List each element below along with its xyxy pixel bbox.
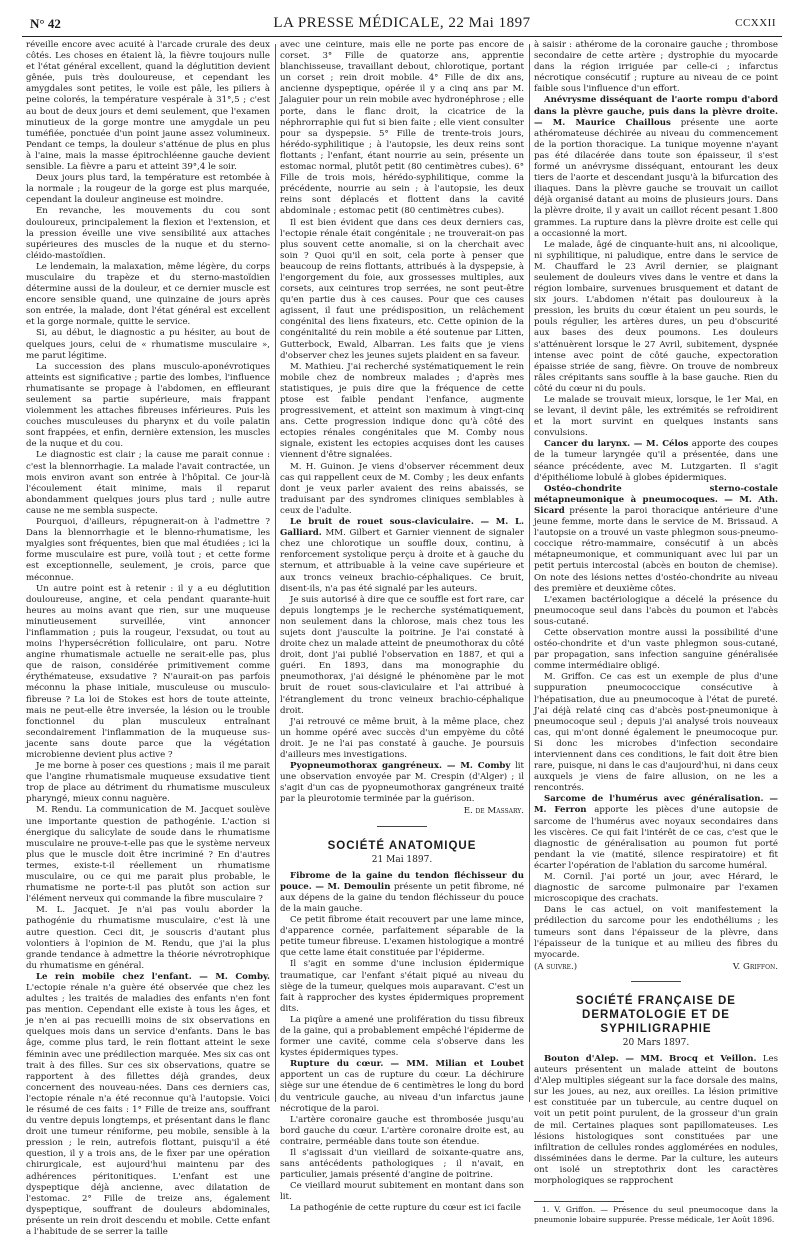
text-columns [22,40,782,1238]
paragraph: Si, au début, le diagnostic a pu hésiter, au bout de quelques jours, celui de « rhumatisme musculaire », me parut légitime. [26,328,270,361]
footnote-rule [534,1201,624,1202]
running-header [22,10,782,37]
paragraph: Le malade, âgé de cinquante-huit ans, ni alcoolique, ni syphilitique, ni paludique, entre dans le service de M. Chauffard le 23 Avril dernier, se plaignant seulement de douleurs vives dans le ventre et dans la région lombaire, survenues brusquement et datant de six jours. L'abdomen n'était pas douloureux à la pression, les bruits du cœur étaient un peu sourds, le pouls régulier, les artères dures, un peu d'obscurité aux bases des deux poumons. Les douleurs s'atténuèrent lorsque le 27 Avril, subitement, dyspnée intense avec point de côté gauche, expectoration épaisse striée de sang, fièvre. On trouve de nombreux râles crépitants sans souffle à la base gauche. Rien du côté du cœur ni du pouls. [534,239,778,394]
rubric-title: Rupture du cœur. — MM. Milian et Loubet [290,1059,524,1070]
author-signature: V. Griffon. [732,961,778,972]
rubric-title: Le bruit de rouet sous-claviculaire. — M. L. Galliard. [280,517,524,539]
rubric-text: présente un petit fibrome, né aux dépens de la gaine du tendon fléchisseur du pouce de la main gauche. [280,881,524,914]
rubric-title: Bouton d'Alep. — MM. Brocq et Veillon. [544,1053,757,1064]
rubric-title: Cancer du larynx. — M. Célos [544,439,689,450]
rubric-text: présente une aorte athéromateuse déchirée au niveau du commencement de la portion thoracique. La tunique moyenne n'ayant pas été dilacérée dans toute son épaisseur, il s'est formé un anévrysme disséquant, entourant les deux tiers de l'aorte et descendant jusqu'à la bifurcation des iliaques. Dans la plèvre gauche se trouvait un caillot déjà organisé datant au moins de plusieurs jours. Dans la plèvre droite, il y avait un caillot récent pesant 1.800 grammes. La rupture dans la plèvre droite est celle qui a occasionné la mort. [534,117,778,239]
separator-rule [631,981,681,982]
section-title: SOCIÉTÉ ANATOMIQUE [327,839,477,852]
paragraph: J'ai retrouvé ce même bruit, à la même place, chez un homme opéré avec succès d'un empyème du côté droit. Je ne l'ai pas constaté à gauche. Je poursuis d'ailleurs mes investigations. [280,716,524,760]
rubric-paragraph [534,95,778,239]
rubric-paragraph [26,972,270,1238]
column-3 [534,40,778,1224]
rubric-text: Les auteurs présentent un malade atteint de boutons d'Alep multiples siégeant sur la face dorsale des mains, sur les joues, au nez, aux oreilles. La lésion primitive est constituée par un tubercule, au centre duquel on voit un petit point purulent, de la grosseur d'un grain de mil. Certaines plaques sont papillomateuses. Les lésions histologiques sont constituées par une infiltration de cellules rondes agglomérées en nodules, disséminées dans le derme. Par la culture, les auteurs ont isolé un streptothrix dont les caractères morphologiques se rapprochent [534,1053,778,1186]
rubric-paragraph [280,871,524,915]
paragraph: Le malade se trouvait mieux, lorsque, le 1er Mai, en se levant, il devint pâle, les extrémités se refroidirent et la mort survint en quelques instants sans convulsions. [534,395,778,439]
paragraph: M. Cornil. J'ai porté un jour, avec Hérard, le diagnostic de sarcome pulmonaire par l'examen microscopique des crachats. [534,872,778,905]
paragraph: Ce vieillard mourut subitement en montant dans son lit. [280,1181,524,1203]
paragraph: Un autre point est à retenir : il y a eu déglutition douloureuse, angine, et cela pendant quarante-huit heures au moins avant que rien, sur une muqueuse minutieusement surveillée, vint annoncer l'inflammation ; puis la rougeur, l'exsudat, ou tout au moins l'hypersécrétion folliculaire, ont paru. Notre angine rhumatismale actuelle ne serait-elle pas, plus que de raison, considérée primitivement comme érythémateuse, exsudative ? N'aurait-on pas parfois méconnu la phase initiale, musculeuse ou musculo-fibreuse ? La loi de Stokes est hors de toute atteinte, mais ne peut-elle être inversée, la lésion ou le trouble fonctionnel du plan musculeux entraînant secondairement l'inflammation de la muqueuse sus-jacente sans doute parce que la végétation microbienne devient plus active ? [26,583,270,760]
rubric-title: Sarcome de l'humérus avec généralisation. — M. Ferron [534,794,778,816]
page-number: N° 42 [30,16,61,31]
rubric-text: présente la paroi thoracique antérieure d'une jeune femme, morte dans le service de M. Brissaud. A l'autopsie on a trouvé un vaste phlegmon sous-pneumo-coccique rétro-mammaire, consécutif à un abcès métapneumonique, et communiquant avec lui par un petit pertuis intercostal (abcès en bouton de chemise). On note des lésions nettes d'ostéo-chondrite au niveau des première et deuxième côtes. [534,505,778,594]
rubric-paragraph [534,1054,778,1187]
paragraph: Il s'agit en somme d'une inclusion épidermique traumatique, car l'enfant s'était piqué au niveau du siège de la tumeur, quelques mois auparavant. C'est un fait à rapprocher des kystes épidermiques proprement dits. [280,959,524,1014]
rubric-text: MM. Gilbert et Garnier viennent de signaler chez une chlorotique un souffle doux, continu, à renforcement systolique perçu à droite et à gauche du sternum, et attribuable à la veine cave supérieure et aux troncs veineux brachio-céphaliques. Ce bruit, disent-ils, n'a pas été signalé par les auteurs. [280,528,524,594]
rubric-title: Pyopneumothorax gangréneux. — M. Comby [290,761,511,772]
paragraph: réveille encore avec acuité à l'arcade crurale des deux côtés. Les choses en étaient là, la fièvre toujours nulle et l'état général excellent, quand la déglutition devient gênée, puis très douloureuse, et cependant les amygdales sont petites, le voile est pâle, les piliers à peine colorés, la température vespérale à 31°,5 ; c'est au bout de deux jours et demi seulement, que l'examen minutieux de la gorge montre une amygdale un peu tuméfiée, ponctuée d'un point jaune assez volumineux. Pendant ce temps, la douleur s'atténue de plus en plus à l'aine, mais la masse épitrochléenne gauche devient sensible. La fièvre a paru et atteint 39°,4 le soir. [26,40,270,173]
rubric-text: L'ectopie rénale n'a guère été observée que chez les adultes ; les traités de maladies des enfants n'en font pas mention. Cependant elle existe à tous les âges, et je n'en ai pas recueilli moins de six observations en quelques mois dans un service d'enfants. Dans le bas âge, comme plus tard, le rein flottant atteint le sexe féminin avec une prédilection marquée. Mes six cas ont trait à des filles. Sur ces six observations, quatre se rapportent à des fillettes déjà grandes, deux concernent des nouveau-nées. Dans ces derniers cas, l'ectopie rénale n'a été reconnue qu'à l'autopsie. Voici le résumé de ces faits : 1° Fille de treize ans, souffrant du ventre depuis longtemps, et présentant dans le flanc droit une tumeur réniforme, peu mobile, sensible à la pression ; le rein, autrefois flottant, puisqu'il a été question, il y a trois ans, de le fixer par une opération chirurgicale, est aujourd'hui maintenu par des adhérences péritonitiques. L'enfant est une dyspeptique déjà ancienne, avec dilatation de l'estomac. 2° Fille de treize ans, également dyspeptique, souffrant de douleurs abdominales, présente un rein droit descendu et mobile. Cette enfant a l'habitude de se serrer la taille [26,982,270,1238]
signature-row [534,962,778,973]
paragraph: M. H. Guinon. Je viens d'observer récemment deux cas qui rappellent ceux de M. Comby ; les deux enfants dont je veux parler avaient des reins abaissés, se traduisant par des syndromes cliniques semblables à ceux de l'adulte. [280,461,524,516]
paragraph: M. Mathieu. J'ai recherché systématiquement le rein mobile chez de nombreux malades ; d'après mes statistiques, je puis dire que la fréquence de cette ptose est faible pendant l'enfance, augmente progressivement, et atteint son maximum à vingt-cinq ans. Cette progression indique donc qu'à côté des ectopies rénales congénitales que M. Comby nous signale, existent les ectopies acquises dont les causes viennent d'être signalées. [280,361,524,461]
paragraph: Deux jours plus tard, la température est retombée à la normale ; la rougeur de la gorge est plus marquée, cependant la douleur angineuse est moindre. [26,173,270,206]
paragraph: L'examen bactériologique a décelé la présence du pneumocoque seul dans l'abcès du poumon et l'abcès sous-cutané. [534,594,778,627]
paragraph: En revanche, les mouvements du cou sont douloureux, principalement la flexion et l'extension, et la pression éveille une vive sensibilité aux attaches supérieures des muscles de la nuque et du sterno-cléido-mastoïdien. [26,206,270,261]
rubric-text: apporte les pièces d'une autopsie de sarcome de l'humérus avec noyaux secondaires dans les viscères. Ce qui fait l'intérêt de ce cas, c'est que le diagnostic de généralisation au poumon fut porté pendant la vie (matité, silence respiratoire) et fit écarter l'opération de l'ablation du sarcome huméral. [534,805,778,871]
separator-rule [377,826,427,827]
rubric-title: Fibrome de la gaine du tendon fléchisseur du pouce. — M. Demoulin [280,870,524,892]
paragraph: La succession des plans musculo-aponévrotiques atteints est significative ; partie des lombes, l'influence rhumatisante se propage à l'abdomen, en effleurant seulement sa partie supérieure, mais frappant violemment les attaches fibreuses inférieures. Puis les couches musculeuses du pharynx et du voile palatin sont frappées, et enfin, dernière extension, les muscles de la nuque et du cou. [26,361,270,450]
column-divider [529,44,530,1102]
paragraph: M. Griffon. Ce cas est un exemple de plus d'une suppuration pneumococcique consécutive à l'hépatisation, due au pneumocoque à l'état de pureté. J'ai déjà relaté cinq cas d'abcès post-pneumonique à pneumocoque seul ; depuis j'ai analysé trois nouveaux cas, qui m'ont donné également le pneumocoque pur. Si donc les microbes d'infection secondaire interviennent dans ces conditions, le fait doit être bien rare, puisque, ni dans le cas d'aujourd'hui, ni dans ceux auxquels je viens de faire allusion, on ne les a rencontrés. [534,672,778,794]
rubric-paragraph [534,794,778,872]
paragraph: La piqûre a amené une prolifération du tissu fibreux de la gaine, qui a probablement empêché l'épiderme de former une cavité, comme cela s'observe dans les kystes épidermiques types. [280,1014,524,1059]
paragraph: M. Rendu. La communication de M. Jacquet soulève une importante question de pathogénie. L'action si énergique du salicylate de soude dans le rhumatisme musculaire ne prouve-t-elle pas que le système nerveux plus que le muscle doit être incriminé ? En d'autres termes, existe-t-il réellement un rhumatisme musculaire, ou ce qui me parait plus probable, le rhumatisme ne porte-t-il pas plutôt son action sur l'élément nerveux qui commande la fibre musculaire ? [26,805,270,905]
rubric-text: apporte des coupes de la tumeur laryngée qu'il a présentée, dans une séance précédente, avec M. Lutzgarten. Il s'agit d'épithéliome lobulé à globes épidermiques. [534,439,778,483]
paragraph: Il s'agissait d'un vieillard de soixante-quatre ans, sans antécédents pathologiques ; il n'avait, en particulier, jamais présenté d'angine de poitrine. [280,1148,524,1181]
column-1 [26,40,270,1238]
paragraph: Ce petit fibrome était recouvert par une lame mince, d'apparence cornée, parfaitement séparable de la petite tumeur fibreuse. L'examen histologique a montré que cette lame était constituée par l'épiderme. [280,915,524,959]
section-date: 21 Mai 1897. [371,854,433,865]
paragraph: Dans le cas actuel, on voit manifestement la prédilection du sarcome pour les endothéliums ; les tumeurs sont dans l'épaisseur de la plèvre, dans l'épaisseur de la tunique et au milieu des fibres du myocarde. [534,905,778,960]
volume-number: CCXXII [735,17,776,29]
rubric-paragraph [280,761,524,805]
rubric-paragraph [534,484,778,595]
paragraph: Cette observation montre aussi la possibilité d'une ostéo-chondrite et d'un vaste phlegmon sous-cutané, par propagation, sans infection sanguine généralisée comme intermédiaire obligé. [534,627,778,672]
column-divider [275,44,276,1102]
rubric-paragraph [280,517,524,595]
rubric-paragraph [280,1059,524,1114]
newspaper-page [22,10,782,1238]
column-2 [280,40,525,1214]
paragraph: M. L. Jacquet. Je n'ai pas voulu aborder la pathogénie du rhumatisme musculaire, c'est là une autre question. Ceci dit, je souscris d'autant plus volontiers à l'opinion de M. Rendu, que j'ai la plus grande tendance à admettre la théorie névrotrophique du rhumatisme en général. [26,905,270,971]
paragraph: Je me borne à poser ces questions ; mais il me parait que l'angine rhumatismale muqueuse exsudative tient trop de place au détriment du rhumatisme musculeux pharyngé, mieux connu naguère. [26,761,270,805]
journal-title: LA PRESSE MÉDICALE, 22 Mai 1897 [273,15,531,31]
rubric-title: Anévrysme disséquant de l'aorte rompu d'abord dans la plèvre gauche, puis dans la plèvre droite. — M. Maurice Chaillous [534,95,778,128]
paragraph: à saisir : athérome de la coronaire gauche ; thrombose secondaire de cette artère ; dystrophie du myocarde dans la région irriguée par celle-ci ; infarctus nécrotique consécutif ; rupture au niveau de ce point faible sous l'influence d'un effort. [534,40,778,95]
paragraph: Le diagnostic est clair ; la cause me parait connue : c'est la blennorrhagie. La malade l'avait contractée, un mois environ avant son entrée à l'hôpital. Ce jour-là l'écoulement était minime, mais il reparut abondamment quelques jours plus tard ; nulle autre cause ne me sembla suspecte. [26,450,270,516]
paragraph: Je suis autorisé à dire que ce souffle est fort rare, car depuis longtemps je le recherche systématiquement, non seulement dans la chlorose, mais chez tous les sujets dont j'ausculte la poitrine. Je l'ai constaté à droite chez un malade atteint de pneumothorax du côté droit, dont j'ai publié l'observation en 1887, et qui a guéri. En 1893, dans ma monographie du pneumothorax, j'ai désigné le phénomène par le mot bruit de rouet sous-claviculaire et l'ai attribué à l'étranglement du tronc veineux brachio-céphalique droit. [280,594,524,716]
paragraph: avec une ceinture, mais elle ne porte pas encore de corset. 3° Fille de quatorze ans, apprentie blanchisseuse, travaillant debout, chlorotique, portant un corset ; rein droit mobile. 4° Fille de dix ans, ancienne dyspeptique, opérée il y a cinq ans par M. Jalaguier pour un rein mobile avec hydronéphrose ; elle porte, dans le flanc droit, la cicatrice de la néphrorraphie qui fut si bien faite ; elle vient consulter pour sa dyspepsie. 5° Fille de trente-trois jours, hérédo-syphilitique ; à l'autopsie, les deux reins sont flottants ; l'enfant, étant nourrie au sein, présente un estomac normal, plutôt petit (80 centimètres cubes). 6° Fille de trois mois, hérédo-syphilitique, comme la précédente, nourrie au sein ; à l'autopsie, les deux reins sont déplacés et flottent dans la cavité abdominale ; estomac petit (80 centimètres cubes). [280,40,524,217]
paragraph: La pathogénie de cette rupture du cœur est ici facile [290,1203,521,1214]
rubric-paragraph [534,439,778,483]
rubric-title: Ostéo-chondrite sterno-costale métapneumonique à pneumocoques. — M. Ath. Sicard [534,483,778,516]
paragraph: Le lendemain, la malaxation, même légère, du corps musculaire du trapèze et du sterno-mastoïdien détermine aussi de la douleur, et ce dernier muscle est encore sensible quand, une quinzaine de jours après son entrée, la malade, dont l'état général est excellent et la gorge normale, quitte le service. [26,261,270,328]
author-signature: E. de Massary. [463,806,524,817]
section-date: 20 Mars 1897. [622,1037,690,1048]
rubric-text: lit une observation envoyée par M. Crespin (d'Alger) ; il s'agit d'un cas de pyopneumothorax gangréneux traité par la pleurotomie terminée par la guérison. [280,761,525,805]
footnote: 1. V. Griffon. — Présence du seul pneumocoque dans la pneumonie lobaire suppurée. Presse médicale, 1er Août 1896. [534,1205,778,1224]
section-title: SOCIÉTÉ FRANÇAISE DE DERMATOLOGIE ET DE SYPHILIGRAPHIE [576,994,736,1035]
rubric-text: apportent un cas de rupture du cœur. La déchirure siège sur une étendue de 6 centimètres le long du bord du ventricule gauche, au niveau d'un infarctus jaune nécrotique de la paroi. [280,1070,524,1114]
to-be-continued: (A suivre.) [534,961,578,972]
paragraph: L'artère coronaire gauche est thrombosée jusqu'au bord gauche du cœur. L'artère coronaire droite est, au contraire, perméable dans toute son étendue. [280,1114,524,1147]
paragraph: Il est bien évident que dans ces deux derniers cas, l'ectopie rénale était congénitale ; ne trouverait-on pas plus souvent cette anomalie, si on la cherchait avec soin ? Quoi qu'il en soit, cela porte à penser que beaucoup de reins flottants, attribués à la dyspepsie, à l'engorgement du foie, aux grossesses multiples, aux corsets, aux ceintures trop serrées, ne sont peut-être qu'en partie dus à ces causes. Pour que ces causes agissent, il faut une prédisposition, un relâchement congénital des liens fixateurs, etc. Cette opinion de la congénitalité du rein mobile a été soutenue par Litten, Gutterbock, Ewald, Albarran. Les faits que je viens d'observer chez les jeunes sujets plaident en sa faveur. [280,217,524,361]
paragraph: Pourquoi, d'ailleurs, répugnerait-on à l'admettre ? Dans la blennorrhagie et le blenno-rhumatisme, les myalgies sont fréquentes, bien que mal étudiées ; ici la forme musculaire est pure, voilà tout ; et cette forme est exceptionnelle, seulement, je crois, parce que méconnue. [26,517,270,583]
rubric-title: Le rein mobile chez l'enfant. — M. Comby. [36,971,270,982]
